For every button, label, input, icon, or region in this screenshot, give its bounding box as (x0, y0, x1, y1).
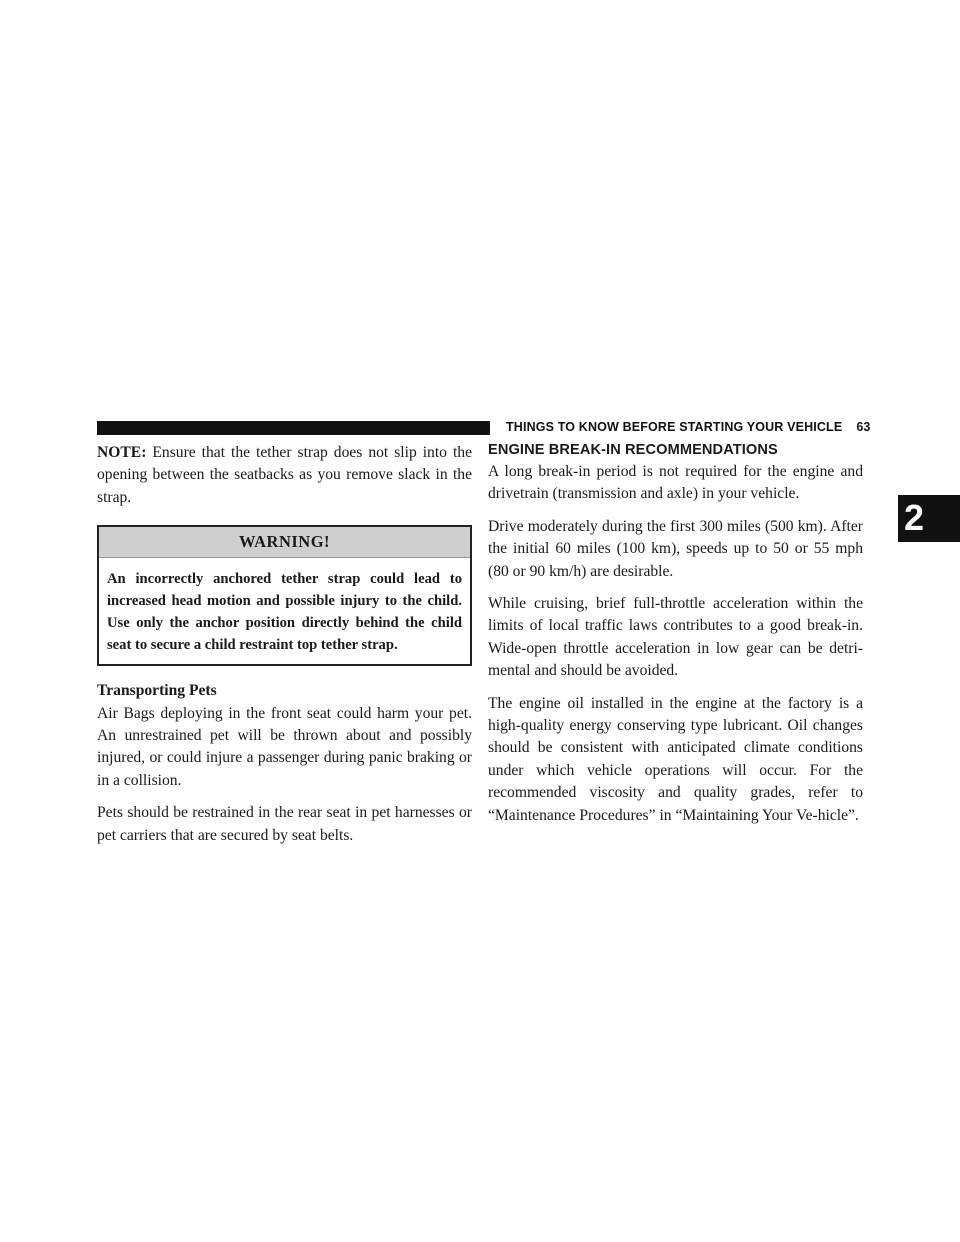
chapter-tab-number: 2 (904, 497, 925, 538)
warning-body: An incorrectly anchored tether strap could lead to increased head motion and possible injury to the child. Use only the anchor position directly behind the child seat to secure a child restraint top tether strap. (107, 571, 462, 654)
note-text: Ensure that the tether strap does not slip into the opening between the seatbacks as you remove slack in the strap. (97, 444, 472, 506)
note-label: NOTE: (97, 444, 147, 461)
warning-box (97, 525, 472, 666)
section-title: THINGS TO KNOW BEFORE STARTING YOUR VEHICLE (506, 420, 843, 434)
header-text (506, 420, 871, 434)
section-heading-engine-break-in: ENGINE BREAK-IN RECOMMENDATIONS (488, 442, 778, 458)
break-in-paragraph-2: Drive moderately during the first 300 miles (500 km). After the initial 60 miles (100 km), speeds up to 50 or 55 mph (80 or 90 km/h) are desirable. (488, 517, 863, 580)
left-column (97, 442, 472, 857)
page-header (97, 421, 874, 435)
subheading-transporting-pets: Transporting Pets (97, 682, 217, 700)
break-in-paragraph-4: The engine oil installed in the engine at the factory is a high-quality energy conserving type lubricant. Oil changes should be consistent with anticipated climate conditions under which vehicle operations will occur. For the recommended viscosity and quality grades, refer to “Maintenance Procedures” in “Maintaining Your Ve-hicle”. (488, 694, 863, 824)
pets-paragraph-2: Pets should be restrained in the rear seat in pet harnesses or pet carriers that are secured by seat belts. (97, 804, 472, 844)
chapter-tab (898, 495, 960, 542)
page-number: 63 (856, 420, 871, 434)
warning-title: WARNING! (99, 527, 470, 558)
header-black-bar (97, 421, 490, 435)
break-in-paragraph-1: A long break-in period is not required for the engine and drivetrain (transmission and axle) in your vehicle. (488, 463, 863, 503)
right-column (488, 441, 863, 837)
break-in-paragraph-3: While cruising, brief full-throttle acceleration within the limits of local traffic laws contributes to a good break-in. Wide-open throttle acceleration in low gear can be detri-mental and should be avoided. (488, 595, 863, 680)
note-paragraph (97, 442, 472, 509)
pets-paragraph-1: Air Bags deploying in the front seat could harm your pet. An unrestrained pet will be thrown about and possibly injured, or could injure a passenger during panic braking or in a collision. (97, 704, 472, 789)
